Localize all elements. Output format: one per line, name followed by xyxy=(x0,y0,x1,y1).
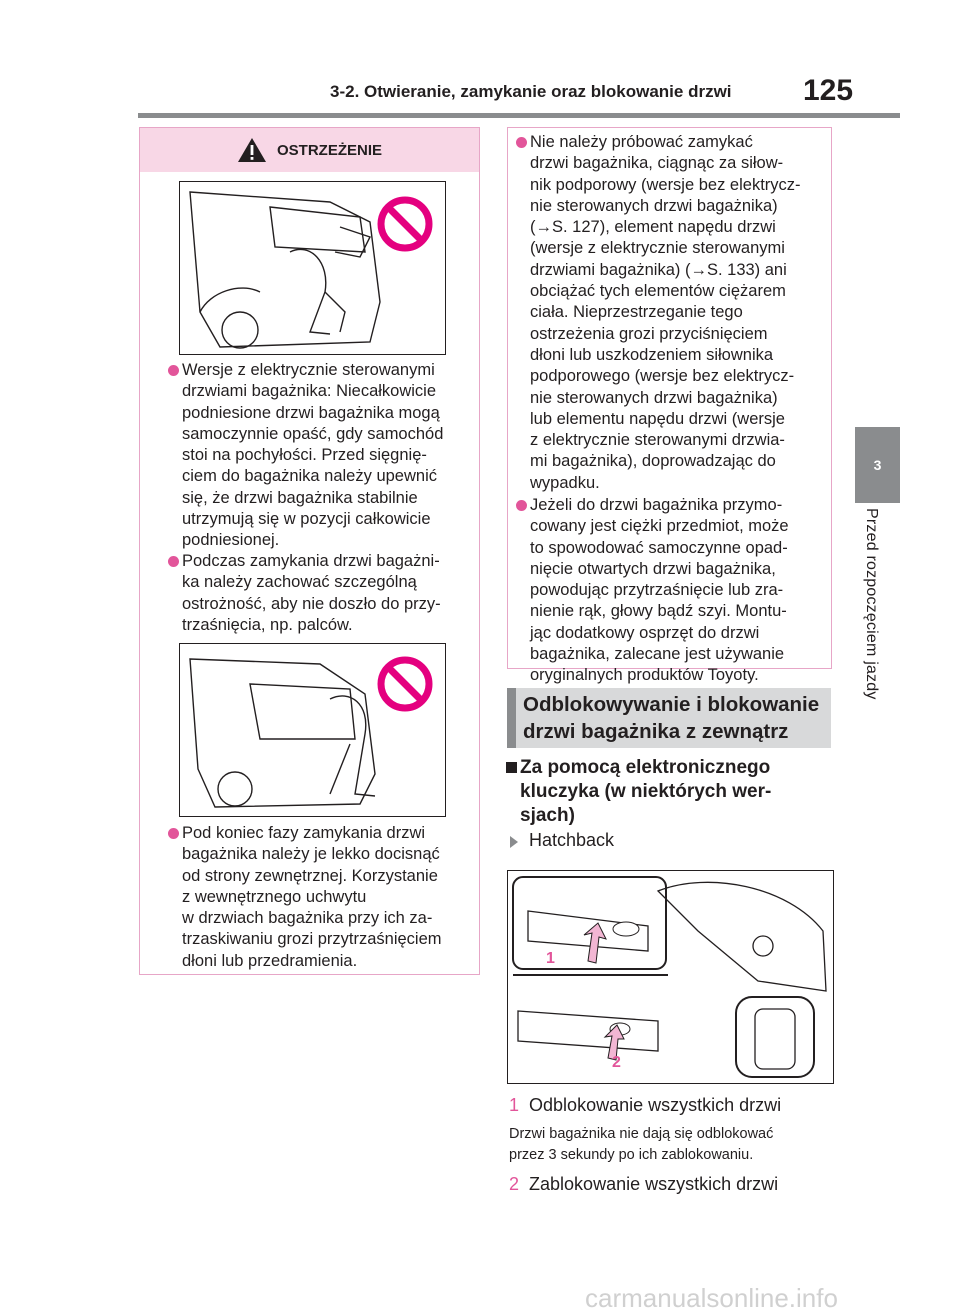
bullet-line: bagażnika należy je lekko docisnąć xyxy=(182,845,440,864)
step-1-note xyxy=(509,1124,839,1166)
warning-triangle-icon xyxy=(237,137,267,163)
bullet-line: nik podporowy (wersje bez elektrycz- xyxy=(530,175,801,194)
bullet-line: ciała. Nieprzestrzeganie tego xyxy=(530,303,743,322)
warning-bullet-2 xyxy=(182,551,477,636)
warning-bullet-1 xyxy=(182,360,477,552)
warning-bullet-5 xyxy=(530,495,830,687)
note-line: przez 3 sekundy po ich zablokowaniu. xyxy=(509,1147,754,1163)
bullet-line: Pod koniec fazy zamykania drzwi xyxy=(182,824,426,842)
bullet-dot xyxy=(168,556,179,567)
bullet-line: drzwiami bagażnika) (→S. 133) ani xyxy=(530,260,787,279)
warning-header xyxy=(140,128,479,172)
bullet-line: stoi na pochyłości. Przed sięgnię- xyxy=(182,446,427,465)
bullet-lines xyxy=(182,551,477,636)
bullet-line: nięcie otwartych drzwi bagażnika, xyxy=(530,559,776,578)
bullet-line: lub elementu napędu drzwi (wersje xyxy=(530,409,785,428)
bullet-line: trzaśnięcia, np. palców. xyxy=(182,615,353,634)
bullet-line: bagażnika, zalecane jest używanie xyxy=(530,645,785,664)
bullet-lines xyxy=(182,823,477,972)
step-text: Odblokowanie wszystkich drzwi xyxy=(529,1095,782,1115)
bullet-line: dłoni lub przedramienia. xyxy=(182,951,358,970)
car-illustration xyxy=(180,182,445,354)
bullet-dot xyxy=(516,137,527,148)
warning-title: OSTRZEŻENIE xyxy=(276,141,382,159)
step-text: Zablokowanie wszystkich drzwi xyxy=(529,1174,779,1194)
bullet-line: ostrzeżenia grozi przyciśnięciem xyxy=(530,324,768,343)
step-2 xyxy=(509,1174,778,1195)
bullet-line: Jeżeli do drzwi bagażnika przymo- xyxy=(530,496,783,514)
triangle-bullet-icon xyxy=(510,836,518,848)
step-1 xyxy=(509,1095,781,1116)
bullet-line: drzwi bagażnika, ciągnąc za siłow- xyxy=(530,154,784,173)
bullet-line: dłoni lub uszkodzeniem siłownika xyxy=(530,345,774,364)
subhead-line: sjach) xyxy=(520,805,575,826)
bullet-lines xyxy=(182,360,477,552)
bullet-line: ka należy zachować szczególną xyxy=(182,573,417,592)
section-title: 3-2. Otwieranie, zamykanie oraz blokowanie drzwi xyxy=(330,82,732,101)
bullet-line: ostrożność, aby nie doszło do przy- xyxy=(182,594,441,613)
bullet-line: trzaskiwaniu grozi przytrzaśnięciem xyxy=(182,930,442,949)
figure-label-2: 2 xyxy=(612,1054,621,1071)
subsection-heading xyxy=(520,756,820,828)
illustration-hand-in-door xyxy=(179,181,446,355)
step-number: 1 xyxy=(509,1095,520,1115)
bullet-line: cowany jest ciężki przedmiot, może xyxy=(530,517,789,536)
illustration-closing-door xyxy=(179,643,446,817)
trunk-button-illustration xyxy=(508,871,833,1083)
square-bullet-icon xyxy=(506,762,517,773)
bullet-dot xyxy=(168,828,179,839)
bullet-lines xyxy=(530,132,830,494)
chapter-tab: 3 xyxy=(855,427,900,503)
subhead-line: kluczyka (w niektórych wer- xyxy=(520,781,772,802)
bullet-line: mi bagażnika), doprowadzając do xyxy=(530,452,776,471)
figure-trunk-button xyxy=(507,870,834,1084)
bullet-line: z elektrycznie sterowanymi drzwia- xyxy=(530,431,785,450)
bullet-line: utrzymują się w pozycji całkowicie xyxy=(182,510,431,529)
step-number: 2 xyxy=(509,1174,520,1194)
bullet-line: to spowodować samoczynne opad- xyxy=(530,538,788,557)
bullet-line: Wersje z elektrycznie sterowanymi xyxy=(182,361,435,379)
bullet-line: podniesione drzwi bagażnika mogą xyxy=(182,403,440,422)
bullet-line: obciążać tych elementów ciężarem xyxy=(530,282,786,301)
bullet-line: podporowego (wersje bez elektrycz- xyxy=(530,367,795,386)
warning-bullet-4 xyxy=(530,132,830,494)
bullet-line: w drzwiach bagażnika przy ich za- xyxy=(182,909,433,928)
bullet-line: z wewnętrznego uchwytu xyxy=(182,887,367,906)
car-illustration xyxy=(180,644,445,816)
section-heading-line-2: drzwi bagażnika z zewnątrz xyxy=(523,720,789,743)
note-line: Drzwi bagażnika nie dają się odblokować xyxy=(509,1126,774,1142)
bullet-line: drzwiami bagażnika: Niecałkowicie xyxy=(182,382,437,401)
variant-text: Hatchback xyxy=(529,830,615,850)
bullet-line: jąc dodatkowy osprzęt do drzwi xyxy=(530,623,760,642)
bullet-line: od strony zewnętrznej. Korzystanie xyxy=(182,866,438,885)
bullet-dot xyxy=(516,500,527,511)
bullet-lines xyxy=(530,495,830,687)
bullet-line: samoczynnie opaść, gdy samochód xyxy=(182,424,444,443)
section-heading-line-1: Odblokowywanie i blokowanie xyxy=(523,693,820,716)
bullet-line: nie sterowanych drzwi bagażnika) xyxy=(530,388,778,407)
watermark: carmanualsonline.info xyxy=(585,1283,838,1313)
bullet-line: nienie rąk, głowy bądź szyi. Montu- xyxy=(530,602,787,621)
bullet-line: (→S. 127), element napędu drzwi xyxy=(530,218,776,237)
bullet-line: nie sterowanych drzwi bagażnika) xyxy=(530,196,778,215)
bullet-line: podniesionej. xyxy=(182,531,280,550)
bullet-line: ciem do bagażnika należy upewnić xyxy=(182,467,437,486)
warning-bullet-3 xyxy=(182,823,477,972)
chapter-title: Przed rozpoczęciem jazdy xyxy=(863,508,880,700)
page-number: 125 xyxy=(803,74,854,107)
subhead-line: Za pomocą elektronicznego xyxy=(520,757,771,778)
bullet-line: wypadku. xyxy=(530,473,600,492)
bullet-line: Nie należy próbować zamykać xyxy=(530,133,753,151)
bullet-dot xyxy=(168,365,179,376)
bullet-line: Podczas zamykania drzwi bagażni- xyxy=(182,552,440,570)
header-rule xyxy=(138,113,900,118)
figure-label-1: 1 xyxy=(546,950,555,967)
arrow-up-icon xyxy=(584,923,606,963)
variant-label xyxy=(529,830,614,851)
section-heading xyxy=(507,688,831,748)
bullet-line: powodując przytrzaśnięcie lub zra- xyxy=(530,581,784,600)
bullet-line: się, że drzwi bagażnika stabilnie xyxy=(182,488,418,507)
bullet-line: (wersje z elektrycznie sterowanymi xyxy=(530,239,785,258)
bullet-line: oryginalnych produktów Toyoty. xyxy=(530,666,759,685)
